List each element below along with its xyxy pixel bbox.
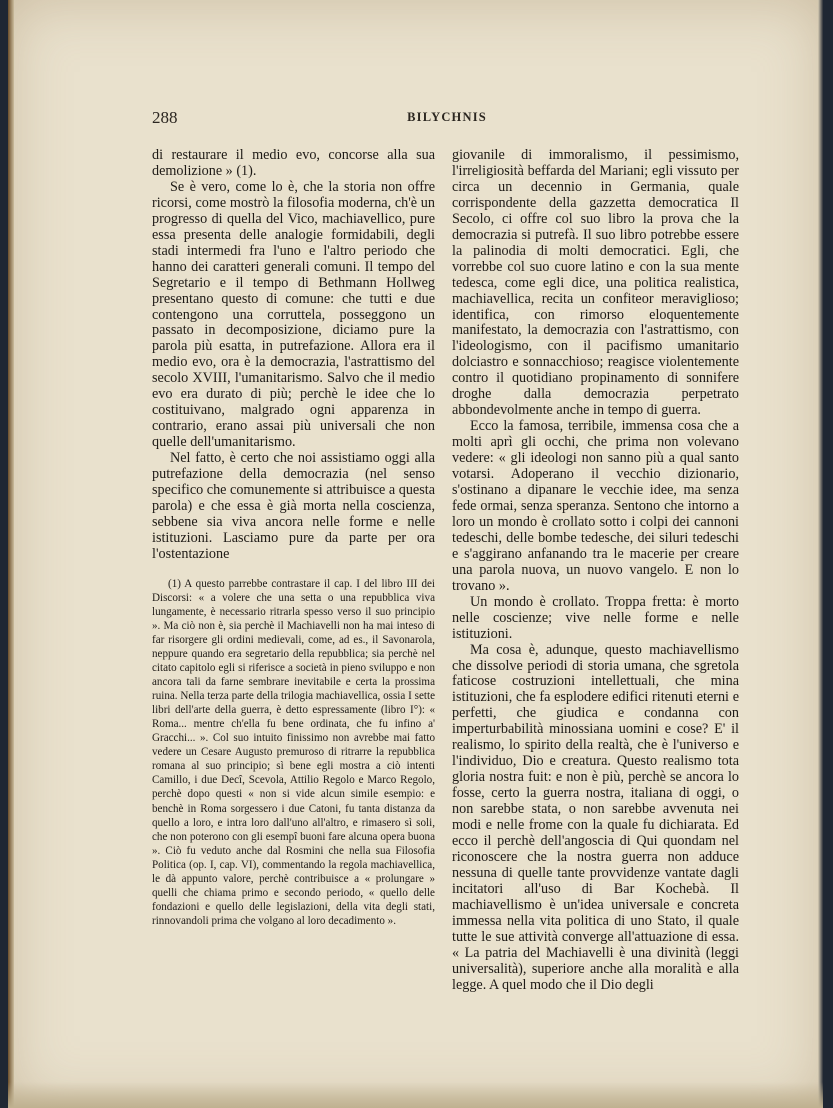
running-head: BILYCHNIS (407, 110, 487, 124)
page-header (152, 108, 742, 128)
right-paragraph: Ecco la famosa, terribile, immensa cosa che a molti aprì gli occhi, che prima non volevano vedere: « gli ideologi non sanno più a qual santo votarsi. Adoperano il vecchio dizionario, s'ostinano a dipanare le vecchie idee, ma senza fede ormai, senza speranza. Sentono che intorno a loro un mondo è crollato sotto i colpi dei cannoni tedeschi, delle bombe tedesche, dei siluri tedeschi e s'aggirano anfanando tra le macerie per creare una parola nuova, un nuovo vangelo. E non lo trovano ». (452, 418, 739, 594)
left-paragraph: Nel fatto, è certo che noi assistiamo oggi alla putrefazione della democrazia (nel senso specifico che comunemente si attribuisce a questa parola) e che essa è già morta nella coscienza, sebbene sia viva ancora nelle forme e nelle istituzioni. Lasciamo pure da parte per ora l'ostentazione (152, 450, 435, 562)
page-edge-bottom (8, 1082, 823, 1108)
left-paragraph: Se è vero, come lo è, che la storia non offre ricorsi, come mostrò la filosofia moderna, ch'è un progresso di quella del Vico, machiavellico, pure essa presenta delle analogie formidabili, degli stadi intermedi fra l'uno e l'altro periodo che hanno dei caratteri generali comuni. Il tempo del Segretario e il tempo di Bethmann Hollweg presentano questo di comune: che tutti e due contengono una corruttela, posseggono un passato in decomposizione, diciamo pure la parola più esatta, in putrefazione. Allora era il medio evo, ora è la democrazia, l'astrattismo del secolo XVIII, l'umanitarismo. Salvo che il medio evo era durato di più; perchè le idee che lo costituivano, malgrado ogni apparenza in contrario, erano assai più universali che non quelle dell'umanitarismo. (152, 178, 435, 451)
right-paragraph: Un mondo è crollato. Troppa fretta: è morto nelle coscienze; vive nelle forme e nelle istituzioni. (452, 593, 739, 642)
left-paragraph: di restaurare il medio evo, concorse alla sua demolizione » (1). (152, 147, 435, 179)
right-paragraph: Ma cosa è, adunque, questo machiavellismo che dissolve periodi di storia umana, che sgretola faticose costruzioni intellettuali, che mina istituzioni, che fa esplodere edifici ritenuti eterni e perfetti, che giudica e condanna con imperturbabilità minossiana uomini e cose? E' il realismo, lo spirito della realtà, che è l'universo e l'individuo, Dio e creatura. Questo realismo tota gloria nostra fuit: e non è più, perchè se ancora lo fosse, certo la guerra nostra, italiana di oggi, o non sarebbe stata, o non sarebbe avvenuta nei modi e nelle frome con la quale fu dichiarata. Ed ecco il perchè dell'angoscia di Qui quondam nel riconoscere che la nostra guerra non adduce nessuna di quelle tante provvidenze vantate dagli incitatori all'uso di Bar Kochebà. Il machiavellismo è un'idea universale e concreta immessa nella vita politica di uno Stato, il quale tutte le sue attività converge all'attuazione di essa. « La patria del Machiavelli è una divinità (leggi universalità), superiore anche alla moralità e alla legge. A quel modo che il Dio degli (452, 641, 739, 993)
footnote: (1) A questo parrebbe contrastare il cap. I del libro III dei Discorsi: « a volere che una setta o una repubblica viva lungamente, è necessario ritrarla spesso verso il suo principio ». Ma ciò non è, sia perchè il Machiavelli non ha mai inteso di far risorgere gli ordini medievali, come, ad es., il Savonarola, neppure quando era segretario della repubblica; sia perchè nel citato capitolo egli si riferisce a società in pieno sviluppo e non ancora tali da farne sembrare inevitabile e certa la prossima ruina. Nella terza parte della trilogia machiavellica, ossia I sette libri dell'arte della guerra, è detto espressamente (libro I°): « Roma... mentre ch'ella fu bene ordinata, che fu infino a' Gracchi... ». Col suo intuito finissimo non avrebbe mai fatto vedere un Cesare Augusto premuroso di ritrarre la repubblica romana al suo principio; sì bene egli mostra a ciò intenti Camillo, i due Decî, Scevola, Attilio Regolo e Marco Regolo, perchè dopo questi « non si vide alcun simile esempio: e benchè in Roma sorgessero i due Catoni, fu tanta distanza da quello a loro, e intra loro dall'uno all'altro, e rimasero sì soli, che non poterono con gli esempî buoni fare alcuna opera buona ». Ciò fu veduto anche dal Rosmini che nella sua Filosofia Politica (op. I, cap. VI), commentando la regola machiavellica, le dà appunto valore, perchè contribuisce a « prolungare » quelli che chiama primo e secondo periodo, « quello delle fondazioni e quello delle legislazioni, della vita degli stati, rinnovandoli prima che volgano al loro decadimento ». (152, 577, 435, 927)
right-column (452, 148, 739, 994)
right-paragraph: giovanile di immoralismo, il pessimismo, l'irreligiosità beffarda del Mariani; egli vissuto per circa un decennio in Germania, quale corrispondente della gazzetta democratica Il Secolo, ci offre col suo libro la prova che la democrazia si putrefà. Il suo libro potrebbe essere la palinodia di molti democratici. Egli, che vorrebbe col suo cuore latino e con la sua mente tedesca, come egli dice, una politica realistica, machiavellica, recita un confiteor meraviglioso; identifica, con rimorso eloquentemente manifestato, la democrazia con l'astrattismo, con l'ideologismo, con il pacifismo umanitario dolciastro e sonnacchioso; reagisce violentemente contro il quotidiano propinamento di sonnifere droghe dalla democrazia perpetrato abbondevolmente anche in tempo di guerra. (452, 147, 739, 419)
page-number: 288 (152, 108, 178, 127)
page-edge-left (8, 0, 14, 1108)
page-edge-right (818, 0, 823, 1108)
left-column (152, 148, 435, 928)
